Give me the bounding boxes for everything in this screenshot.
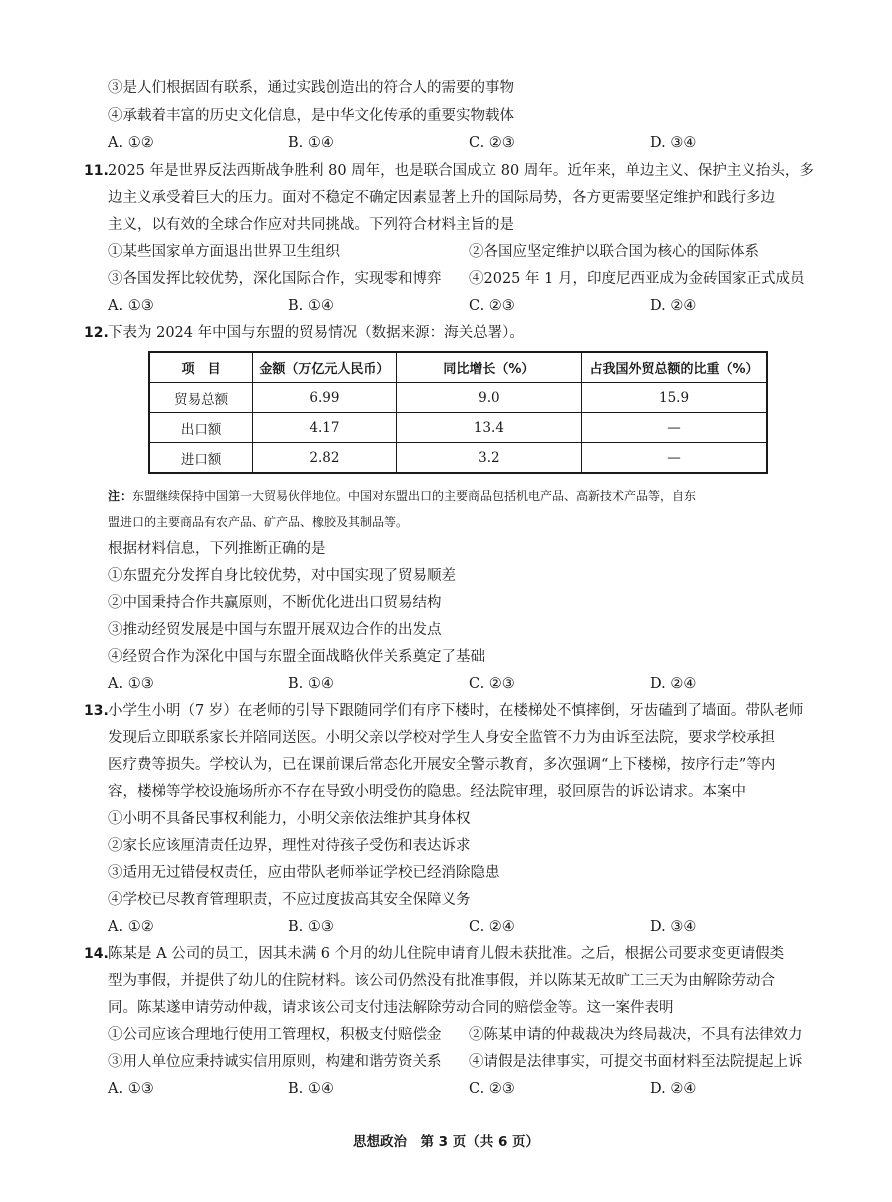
q14-number: 14. [84,946,109,962]
table-cell: — [582,413,767,443]
q11-item-4: ④2025 年 1 月，印度尼西亚成为金砖国家正式成员 [469,271,805,287]
table-cell: 15.9 [582,383,767,413]
table-row [149,443,767,474]
q13-option-c: C. ②④ [469,919,515,935]
q13-option-d: D. ③④ [650,919,697,935]
table-cell: 3.2 [396,443,581,474]
q14-item-3: ③用人单位应秉持诚实信用原则，构建和谐劳资关系 [108,1054,442,1070]
prev-option-a: A. ①② [108,135,154,151]
q14-option-c: C. ②③ [469,1081,515,1097]
prev-option-d: D. ③④ [650,135,697,151]
q12-option-d: D. ②④ [650,676,697,692]
q12-item-2: ②中国秉持合作共赢原则，不断优化进出口贸易结构 [108,595,442,611]
table-cell: 2.82 [253,443,397,474]
q11-stem-1: 2025 年是世界反法西斯战争胜利 80 周年，也是联合国成立 80 周年。近年来，单边主义、保护主义抬头，多 [108,163,814,179]
q11-option-a: A. ①③ [108,298,154,314]
table-cell: 6.99 [253,383,397,413]
prev-option-b: B. ①④ [288,135,334,151]
q13-stem-4: 容，楼梯等学校设施场所亦不存在导致小明受伤的隐患。经法院审理，驳回原告的诉讼请求。本案中 [108,784,746,800]
table-header: 占我国外贸总额的比重（%） [582,352,767,383]
table-row [149,413,767,443]
table-cell: 4.17 [253,413,397,443]
page-footer: 思想政治 第 3 页（共 6 页） [352,1134,540,1150]
q11-option-c: C. ②③ [469,298,515,314]
table-header: 同比增长（%） [396,352,581,383]
prev-item-3: ③是人们根据固有联系，通过实践创造出的符合人的需要的事物 [108,80,514,96]
q13-item-2: ②家长应该厘清责任边界，理性对待孩子受伤和表达诉求 [108,838,471,854]
q11-item-2: ②各国应坚定维护以联合国为核心的国际体系 [469,244,759,260]
q12-number: 12. [84,325,109,341]
q13-stem-1: 小学生小明（7 岁）在老师的引导下跟随同学们有序下楼时，在楼梯处不慎摔倒，牙齿磕到了墙面。带队老师 [108,703,804,719]
q12-stem: 下表为 2024 年中国与东盟的贸易情况（数据来源：海关总署）。 [108,325,524,341]
q12-option-c: C. ②③ [469,676,515,692]
table-cell: 贸易总额 [149,383,253,413]
q12-item-4: ④经贸合作为深化中国与东盟全面战略伙伴关系奠定了基础 [108,649,485,665]
q12-note-1 [108,486,696,506]
q13-stem-3: 医疗费等损失。学校认为，已在课前课后常态化开展安全警示教育，多次强调“上下楼梯，按序行走”等内 [108,757,776,773]
q12-question: 根据材料信息，下列推断正确的是 [108,541,326,557]
prev-option-c: C. ②③ [469,135,515,151]
q11-stem-3: 主义，以有效的全球合作应对共同挑战。下列符合材料主旨的是 [108,217,514,233]
table-header: 项 目 [149,352,253,383]
q13-item-4: ④学校已尽教育管理职责，不应过度拔高其安全保障义务 [108,892,471,908]
q13-number: 13. [84,703,109,719]
table-row [149,383,767,413]
q12-item-3: ③推动经贸发展是中国与东盟开展双边合作的出发点 [108,622,442,638]
table-header-row [149,352,767,383]
note-text-1: 东盟继续保持中国第一大贸易伙伴地位。中国对东盟出口的主要商品包括机电产品、高新技术产品等，自东 [132,489,697,503]
q11-item-3: ③各国发挥比较优势，深化国际合作，实现零和博弈 [108,271,442,287]
table-header: 金额（万亿元人民币） [253,352,397,383]
q11-option-d: D. ②④ [650,298,697,314]
table-cell: 9.0 [396,383,581,413]
q12-note-2: 盟进口的主要商品有农产品、矿产品、橡胶及其制品等。 [108,515,409,529]
q13-option-a: A. ①② [108,919,154,935]
q12-option-b: B. ①④ [288,676,334,692]
q13-option-b: B. ①③ [288,919,334,935]
prev-item-4: ④承载着丰富的历史文化信息，是中华文化传承的重要实物载体 [108,108,514,124]
q14-stem-1: 陈某是 A 公司的员工，因其未满 6 个月的幼儿住院申请育儿假未获批准。之后，根据公司要求变更请假类 [108,946,785,962]
q12-option-a: A. ①③ [108,676,154,692]
table-cell: 出口额 [149,413,253,443]
q14-item-2: ②陈某申请的仲裁裁决为终局裁决，不具有法律效力 [469,1027,803,1043]
note-label: 注： [108,489,133,503]
q13-item-3: ③适用无过错侵权责任，应由带队老师举证学校已经消除隐患 [108,865,500,881]
table-cell: — [582,443,767,474]
table-cell: 进口额 [149,443,253,474]
q14-item-4: ④请假是法律事实，可提交书面材料至法院提起上诉 [469,1054,803,1070]
q14-option-a: A. ①③ [108,1081,154,1097]
q14-stem-3: 同。陈某遂申请劳动仲裁，请求该公司支付违法解除劳动合同的赔偿金等。这一案件表明 [108,1000,674,1016]
table-cell: 13.4 [396,413,581,443]
q14-stem-2: 型为事假，并提供了幼儿的住院材料。该公司仍然没有批准事假，并以陈某无故旷工三天为由解除劳动合 [108,973,775,989]
q11-option-b: B. ①④ [288,298,334,314]
trade-table [148,351,768,474]
q11-item-1: ①某些国家单方面退出世界卫生组织 [108,244,340,260]
q11-number: 11. [84,163,109,179]
q14-item-1: ①公司应该合理地行使用工管理权，积极支付赔偿金 [108,1027,442,1043]
q14-option-d: D. ②④ [650,1081,697,1097]
q13-stem-2: 发现后立即联系家长并陪同送医。小明父亲以学校对学生人身安全监管不力为由诉至法院，要求学校承担 [108,730,775,746]
q14-option-b: B. ①④ [288,1081,334,1097]
q11-stem-2: 边主义承受着巨大的压力。面对不稳定不确定因素显著上升的国际局势，各方更需要坚定维护和践行多边 [108,190,775,206]
q13-item-1: ①小明不具备民事权利能力，小明父亲依法维护其身体权 [108,811,471,827]
q12-item-1: ①东盟充分发挥自身比较优势，对中国实现了贸易顺差 [108,568,456,584]
